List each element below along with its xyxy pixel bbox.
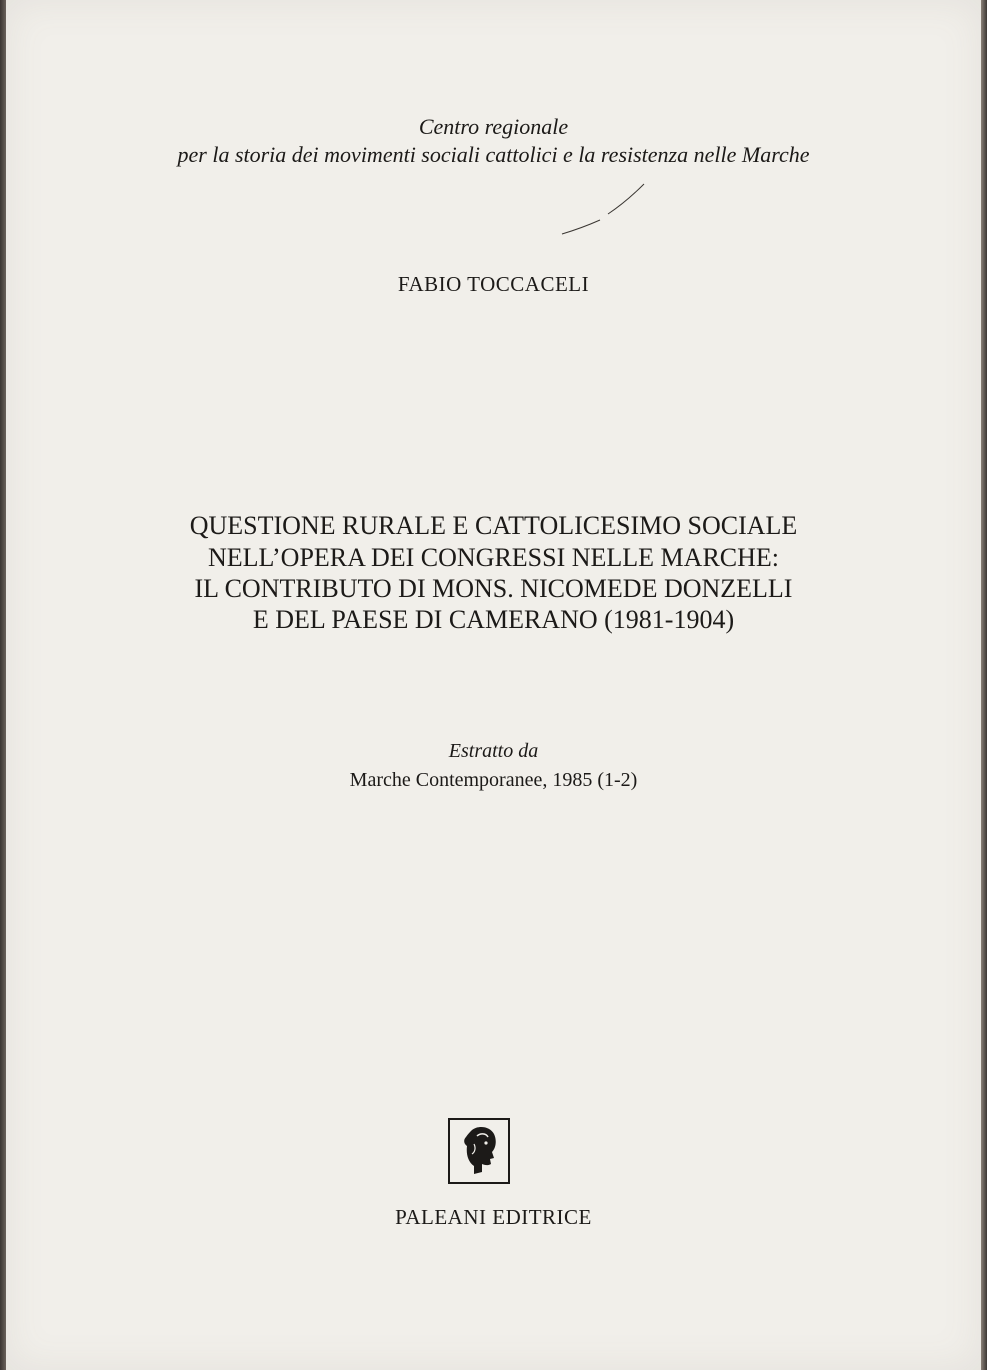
title-line-3: IL CONTRIBUTO DI MONS. NICOMEDE DONZELLI bbox=[194, 574, 793, 603]
scan-right-edge bbox=[981, 0, 987, 1370]
pen-mark bbox=[556, 180, 646, 240]
title-line-1: QUESTIONE RURALE E CATTOLICESIMO SOCIALE bbox=[189, 511, 798, 540]
head-profile-icon bbox=[448, 1118, 510, 1184]
title-line-2: NELL’OPERA DEI CONGRESSI NELLE MARCHE: bbox=[207, 543, 780, 572]
author-name: FABIO TOCCACELI bbox=[397, 272, 590, 296]
extract-source: Marche Contemporanee, 1985 (1-2) bbox=[349, 769, 638, 791]
publisher-name: PALEANI EDITRICE bbox=[395, 1205, 592, 1229]
header-line-1: Centro regionale bbox=[418, 114, 569, 139]
document-page bbox=[6, 0, 981, 1370]
header-line-2: per la storia dei movimenti sociali cattolici e la resistenza nelle Marche bbox=[177, 142, 810, 167]
extract-label: Estratto da bbox=[448, 740, 539, 762]
title-line-4: E DEL PAESE DI CAMERANO (1981-1904) bbox=[252, 605, 735, 634]
